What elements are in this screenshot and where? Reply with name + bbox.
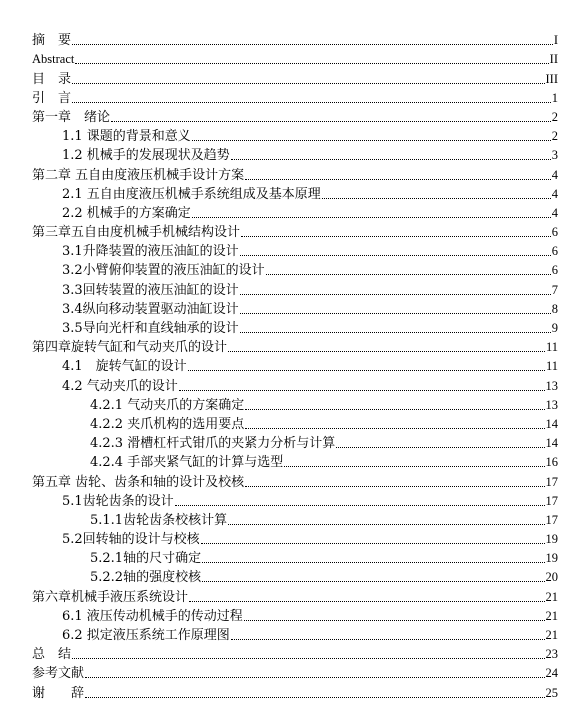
toc-entry-page: 11 — [545, 359, 558, 374]
dot-leader — [228, 524, 544, 525]
toc-entry-title: 2.2 机械手的方案确定 — [62, 205, 191, 221]
toc-entry-page: 17 — [545, 512, 558, 527]
toc-entry[interactable] — [32, 106, 558, 125]
toc-entry[interactable] — [32, 643, 558, 662]
toc-entry-title: 4.2.2 夹爪机构的选用要点 — [90, 416, 245, 432]
toc-entry-title: 谢 辞 — [32, 685, 85, 701]
dot-leader — [245, 409, 544, 410]
toc-entry[interactable] — [32, 336, 558, 355]
toc-entry[interactable] — [32, 240, 558, 259]
dot-leader — [241, 236, 551, 237]
toc-entry-title: 5.2.2轴的强度校核 — [90, 570, 202, 586]
toc-entry-title: 总 结 — [32, 647, 72, 663]
dot-leader — [202, 562, 544, 563]
toc-entry-title: 4.2 气动夹爪的设计 — [62, 378, 178, 394]
toc-entry-title: 第一章 绪论 — [32, 109, 111, 125]
toc-entry[interactable] — [32, 87, 558, 106]
dot-leader — [85, 697, 544, 698]
toc-entry-title: 3.2小臂俯仰装置的液压油缸的设计 — [62, 263, 265, 279]
toc-entry-title: 目 录 — [32, 71, 72, 87]
toc-entry-page: 16 — [545, 455, 558, 470]
toc-entry[interactable] — [32, 48, 558, 67]
toc-entry-page: 19 — [545, 532, 558, 547]
toc-entry-page: 4 — [551, 186, 558, 201]
toc-entry-title: 4.2.1 气动夹爪的方案确定 — [90, 397, 245, 413]
dot-leader — [111, 121, 551, 122]
dot-leader — [245, 179, 551, 180]
toc-entry-page: 14 — [545, 416, 558, 431]
toc-entry-title: 5.2.1轴的尺寸确定 — [90, 551, 202, 567]
toc-entry-title: 5.1.1齿轮齿条校核计算 — [90, 512, 228, 528]
toc-entry[interactable] — [32, 566, 558, 585]
toc-entry[interactable] — [32, 624, 558, 643]
toc-entry-title: 3.4纵向移动装置驱动油缸设计 — [62, 301, 239, 317]
dot-leader — [192, 217, 551, 218]
toc-entry-title: 第六章机械手液压系统设计 — [32, 589, 189, 605]
dot-leader — [231, 159, 551, 160]
toc-entry-title: 4.2.3 滑槽杠杆式钳爪的夹紧力分析与计算 — [90, 436, 336, 452]
toc-entry-page: 11 — [545, 340, 558, 355]
toc-entry-page: 6 — [551, 244, 558, 259]
toc-entry-title: 参考文献 — [32, 666, 85, 682]
toc-entry-title: 3.1升降装置的液压油缸的设计 — [62, 244, 239, 260]
dot-leader — [284, 466, 544, 467]
toc-entry-title: Abstract — [32, 52, 75, 67]
toc-entry[interactable] — [32, 490, 558, 509]
toc-entry-page: 25 — [545, 685, 558, 700]
toc-entry[interactable] — [32, 451, 558, 470]
toc-entry-page: 13 — [545, 397, 558, 412]
dot-leader — [322, 198, 551, 199]
toc-entry[interactable] — [32, 528, 558, 547]
toc-entry[interactable] — [32, 202, 558, 221]
toc-entry-page: 4 — [551, 205, 558, 220]
toc-entry-title: 5.1齿轮齿条的设计 — [62, 493, 174, 509]
toc-entry[interactable] — [32, 278, 558, 297]
toc-entry[interactable] — [32, 317, 558, 336]
toc-entry-page: 2 — [551, 109, 558, 124]
toc-entry-page: 4 — [551, 167, 558, 182]
toc-entry-page: 3 — [551, 148, 558, 163]
toc-entry[interactable] — [32, 585, 558, 604]
dot-leader — [240, 255, 551, 256]
toc-entry[interactable] — [32, 413, 558, 432]
dot-leader — [72, 83, 544, 84]
toc-entry-page: 20 — [545, 570, 558, 585]
dot-leader — [72, 44, 553, 45]
toc-entry[interactable] — [32, 29, 558, 48]
toc-entry[interactable] — [32, 432, 558, 451]
dot-leader — [202, 581, 544, 582]
dot-leader — [179, 390, 545, 391]
toc-entry[interactable] — [32, 509, 558, 528]
toc-entry-title: 3.3回转装置的液压油缸的设计 — [62, 282, 239, 298]
toc-entry-title: 摘 要 — [32, 33, 72, 49]
toc-entry-page: 24 — [545, 666, 558, 681]
toc-entry-page: 13 — [545, 378, 558, 393]
dot-leader — [245, 486, 544, 487]
dot-leader — [201, 543, 545, 544]
toc-entry-page: 21 — [545, 628, 558, 642]
toc-entry-title: 1.2 机械手的发展现状及趋势 — [62, 148, 230, 164]
toc-entry[interactable] — [32, 470, 558, 489]
dot-leader — [240, 332, 551, 333]
dot-leader — [75, 63, 548, 64]
toc-entry-page: 9 — [551, 321, 558, 335]
table-of-contents — [32, 29, 558, 701]
dot-leader — [72, 658, 544, 659]
dot-leader — [240, 294, 551, 295]
toc-entry-page: 7 — [551, 282, 558, 297]
toc-entry-title: 6.2 拟定液压系统工作原理图 — [62, 628, 230, 643]
toc-entry-page: 23 — [545, 647, 558, 662]
dot-leader — [72, 102, 551, 103]
toc-entry-page: 6 — [551, 225, 558, 240]
toc-entry[interactable] — [32, 125, 558, 144]
toc-entry[interactable] — [32, 605, 558, 624]
toc-entry-page: 21 — [545, 589, 558, 604]
toc-entry-title: 引 言 — [32, 90, 72, 106]
toc-entry-page: 8 — [551, 301, 558, 316]
toc-entry[interactable] — [32, 221, 558, 240]
toc-entry-title: 2.1 五自由度液压机械手系统组成及基本原理 — [62, 186, 321, 202]
toc-entry-title: 3.5导向光杆和直线轴承的设计 — [62, 321, 239, 336]
dot-leader — [245, 428, 544, 429]
dot-leader — [189, 601, 544, 602]
toc-entry[interactable] — [32, 67, 558, 86]
toc-entry-page: 6 — [551, 263, 558, 278]
dot-leader — [336, 447, 544, 448]
toc-entry[interactable] — [32, 298, 558, 317]
toc-entry-page: II — [549, 52, 558, 67]
toc-entry-title: 4.1 旋转气缸的设计 — [62, 359, 187, 375]
toc-entry[interactable] — [32, 259, 558, 278]
toc-entry[interactable] — [32, 394, 558, 413]
toc-entry-page: 17 — [545, 493, 558, 508]
dot-leader — [240, 313, 551, 314]
toc-entry-title: 第三章五自由度机械手机械结构设计 — [32, 225, 241, 241]
toc-entry[interactable] — [32, 144, 558, 163]
dot-leader — [175, 505, 545, 506]
toc-entry-page: 17 — [545, 474, 558, 489]
toc-entry-page: 14 — [545, 436, 558, 451]
toc-entry-title: 1.1 课题的背景和意义 — [62, 129, 191, 145]
dot-leader — [266, 274, 551, 275]
dot-leader — [85, 677, 544, 678]
toc-entry[interactable] — [32, 547, 558, 566]
dot-leader — [228, 351, 545, 352]
toc-entry-page: 1 — [551, 90, 558, 105]
toc-entry[interactable] — [32, 374, 558, 393]
dot-leader — [231, 639, 545, 640]
toc-entry-title: 第四章旋转气缸和气动夹爪的设计 — [32, 340, 228, 356]
toc-entry[interactable] — [32, 163, 558, 182]
toc-entry-page: 21 — [545, 608, 558, 623]
toc-entry-title: 4.2.4 手部夹紧气缸的计算与选型 — [90, 455, 284, 471]
dot-leader — [188, 370, 545, 371]
toc-entry-page: I — [553, 33, 558, 48]
toc-entry-page: 2 — [551, 129, 558, 144]
toc-entry-title: 6.1 液压传动机械手的传动过程 — [62, 608, 243, 624]
toc-entry[interactable] — [32, 355, 558, 374]
toc-entry-page: 19 — [545, 551, 558, 566]
toc-entry[interactable] — [32, 662, 558, 681]
toc-entry[interactable] — [32, 681, 558, 700]
toc-entry-title: 第二章 五自由度液压机械手设计方案 — [32, 167, 245, 183]
dot-leader — [192, 140, 551, 141]
dot-leader — [244, 620, 545, 621]
toc-entry[interactable] — [32, 183, 558, 202]
toc-entry-title: 5.2回转轴的设计与校核 — [62, 532, 200, 548]
toc-entry-page: III — [545, 71, 558, 86]
toc-entry-title: 第五章 齿轮、齿条和轴的设计及校核 — [32, 474, 245, 490]
